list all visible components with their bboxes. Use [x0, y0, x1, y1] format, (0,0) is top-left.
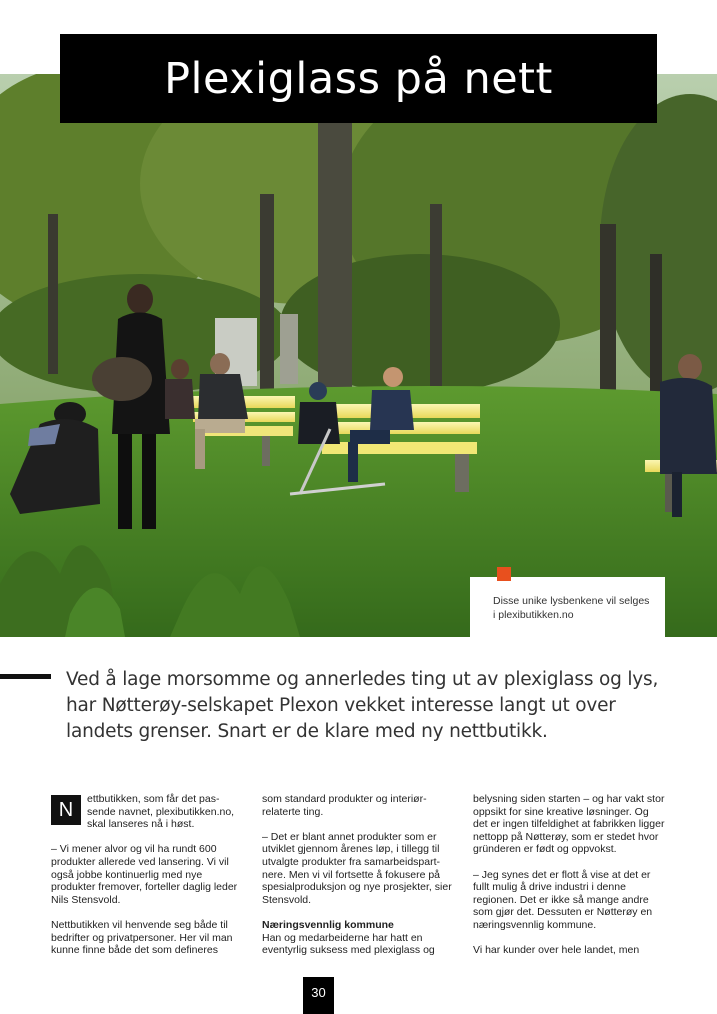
photo-caption: Disse unike lysbenkene vil selges i plexibutikken.no: [493, 595, 650, 621]
title-banner: [60, 34, 657, 123]
drop-cap: N: [51, 795, 81, 825]
paragraph: som standard produkter og interiør-relaterte ting.: [262, 793, 427, 818]
paragraph: – Vi mener alvor og vil ha rundt 600 produkter allerede ved lansering. Vi vil også jobbe kontinuerlig med nye produkter fremover, forteller daglig leder Nils Stensvold.: [51, 843, 238, 906]
page-number: 30: [303, 977, 334, 1014]
page-title: Plexiglass på nett: [164, 53, 553, 104]
photo-caption-box: [470, 577, 665, 637]
paragraph: belysning siden starten – og har vakt stor oppsikt for sine kreative løsninger. Og det er ingen tilfeldighet at fabrikken ligger nettopp på Nøtterøy, som er stedet hvor gründeren er født og oppvokst.: [473, 793, 665, 856]
paragraph: Han og medarbeiderne har hatt en eventyrlig suksess med plexiglass og: [262, 931, 435, 957]
intro-paragraph: Ved å lage morsomme og annerledes ting ut av plexiglass og lys, har Nøtterøy-selskapet Plexon vekket interesse langt ut over landets grenser. Snart er de klare med ny nettbutikk.: [66, 669, 659, 742]
caption-accent-square: [497, 567, 511, 581]
text-column-1: [51, 793, 243, 969]
paragraph: – Det er blant annet produkter som er utviklet gjennom årenes løp, i tillegg til utvalgte produkter fra samarbeidspart-nere. Men vi vil fortsette å fokusere på spesialproduksjon og nye prosjekter, sier Stensvold.: [262, 830, 452, 906]
intro-rule: [0, 674, 51, 679]
text-column-2: [262, 793, 454, 969]
paragraph-text: ettbutikken, som får det pas-sende navnet, plexibutikken.no, skal lanseres nå i høst.: [87, 793, 235, 831]
park-photo: [0, 74, 717, 637]
paragraph: Nettbutikken vil henvende seg både til bedrifter og privatpersoner. Her vil man kunne finne både det som defineres: [51, 918, 233, 957]
park-photo-illustration: [0, 74, 717, 637]
text-column-3: [473, 793, 665, 969]
subheading: Næringsvennlig kommune: [262, 918, 394, 931]
paragraph: [51, 793, 243, 831]
paragraph: Vi har kunder over hele landet, men: [473, 944, 640, 957]
paragraph: – Jeg synes det er flott å vise at det er fullt mulig å drive industri i denne regionen. Det er ikke så mange andre som gjør det. Dessuten er Nøtterøy en næringsvennlig kommune.: [473, 868, 653, 931]
